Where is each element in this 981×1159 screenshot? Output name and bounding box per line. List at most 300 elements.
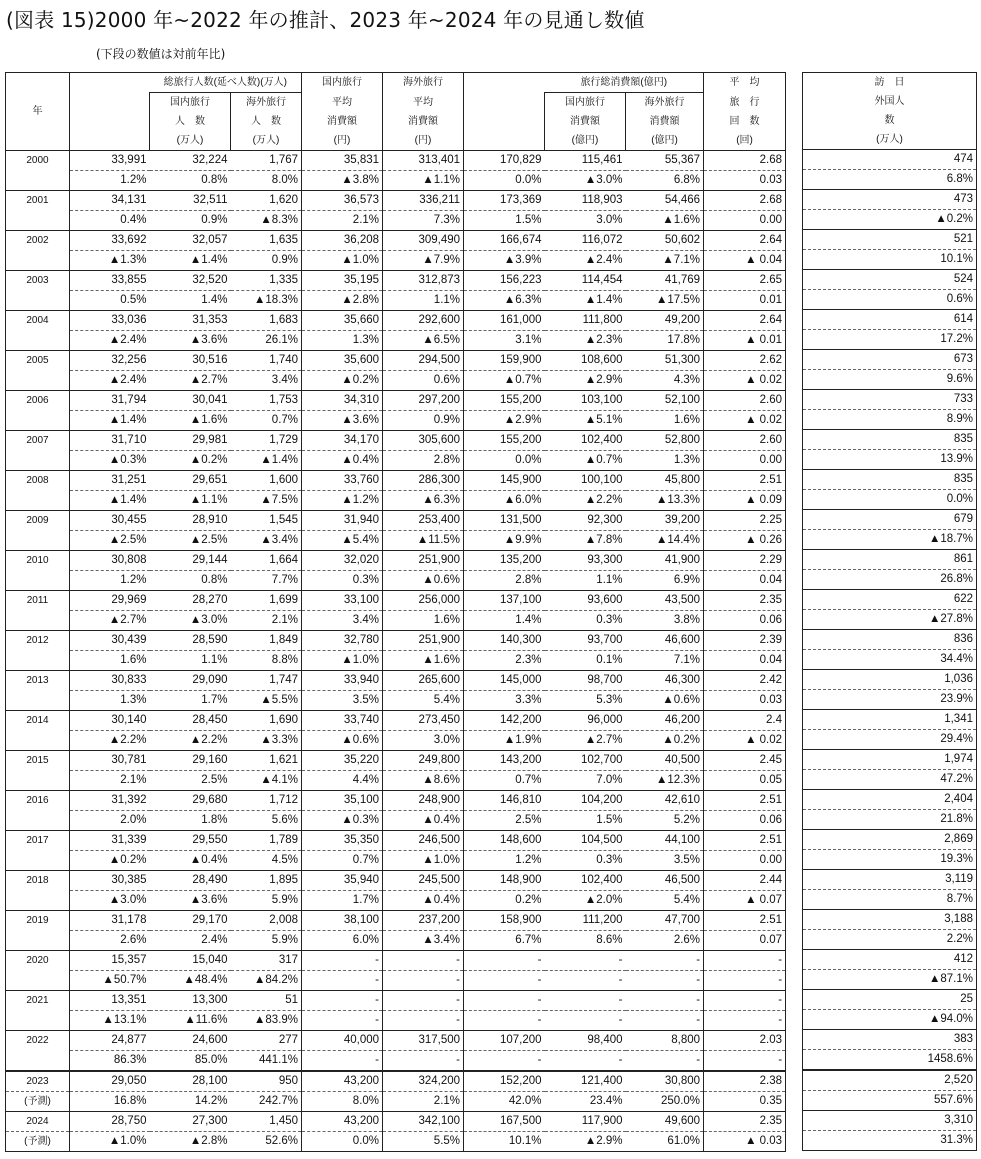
- avg-trips-value: 2.51: [704, 831, 786, 851]
- dom-consumption-change: ▲2.2%: [545, 491, 626, 511]
- ov-consumption-value: 47,700: [626, 911, 704, 931]
- dom-avg-spend-change: 0.0%: [302, 1132, 383, 1152]
- domestic-people-change: ▲11.6%: [150, 1011, 231, 1031]
- dom-consumption-change: ▲2.9%: [545, 371, 626, 391]
- total-consumption-change: ▲1.9%: [464, 731, 545, 751]
- total-change: ▲2.7%: [70, 611, 150, 631]
- domestic-people-value: 28,270: [150, 591, 231, 611]
- ov-consumption-value: 30,800: [626, 1071, 704, 1092]
- avg-trips-change: 0.00: [704, 451, 786, 471]
- dom-consumption-value: 93,700: [545, 631, 626, 651]
- total-value: 34,131: [70, 191, 150, 211]
- year-cell: 2021: [6, 991, 70, 1031]
- table-row: [6, 591, 786, 611]
- total-consumption-value: 161,000: [464, 311, 545, 331]
- table-row: [6, 951, 786, 971]
- overseas-people-value: 1,664: [231, 551, 302, 571]
- inbound-row: [803, 790, 977, 810]
- ov-avg-spend-change: ▲1.1%: [383, 171, 464, 191]
- overseas-people-change: 2.1%: [231, 611, 302, 631]
- table-row-change: [6, 851, 786, 871]
- ov-avg-spend-change: 2.1%: [383, 1092, 464, 1112]
- ov-avg-spend-change: 7.3%: [383, 211, 464, 231]
- domestic-people-change: ▲48.4%: [150, 971, 231, 991]
- inbound-change: 8.9%: [803, 410, 977, 430]
- domestic-people-change: ▲2.7%: [150, 371, 231, 391]
- dom-avg-spend-value: -: [302, 951, 383, 971]
- inbound-row-change: [803, 770, 977, 790]
- dom-avg-spend-change: -: [302, 1011, 383, 1031]
- dom-avg-spend-change: ▲3.6%: [302, 411, 383, 431]
- overseas-people-value: 1,895: [231, 871, 302, 891]
- inbound-value: 861: [803, 550, 977, 570]
- total-consumption-value: 152,200: [464, 1071, 545, 1092]
- total-consumption-value: 143,200: [464, 751, 545, 771]
- ov-avg-spend-value: 336,211: [383, 191, 464, 211]
- total-value: 31,251: [70, 471, 150, 491]
- domestic-people-value: 32,057: [150, 231, 231, 251]
- total-consumption-value: 145,900: [464, 471, 545, 491]
- year-cell: 2013: [6, 671, 70, 711]
- ov-avg-spend-value: 251,900: [383, 551, 464, 571]
- total-consumption-value: -: [464, 991, 545, 1011]
- avg-trips-change: 0.06: [704, 811, 786, 831]
- table-row: [6, 391, 786, 411]
- inbound-change: 10.1%: [803, 250, 977, 270]
- total-value: 33,855: [70, 271, 150, 291]
- ov-consumption-value: -: [626, 951, 704, 971]
- avg-trips-change: 0.07: [704, 931, 786, 951]
- inbound-value: 3,119: [803, 870, 977, 890]
- inbound-row: [803, 750, 977, 770]
- dom-consumption-value: 102,700: [545, 751, 626, 771]
- total-change: ▲3.0%: [70, 891, 150, 911]
- year-cell: 2005: [6, 351, 70, 391]
- avg-trips-value: 2.4: [704, 711, 786, 731]
- main-table-body: [6, 151, 786, 1152]
- avg-trips-change: ▲ 0.09: [704, 491, 786, 511]
- table-row: [6, 871, 786, 891]
- table-row-change: [6, 251, 786, 271]
- total-value: 28,750: [70, 1112, 150, 1132]
- ov-avg-spend-change: ▲1.0%: [383, 851, 464, 871]
- dom-avg-spend-change: -: [302, 971, 383, 991]
- dom-avg-spend-value: -: [302, 991, 383, 1011]
- total-value: 31,178: [70, 911, 150, 931]
- inbound-row-change: [803, 970, 977, 990]
- domestic-people-value: 28,910: [150, 511, 231, 531]
- ov-consumption-value: 51,300: [626, 351, 704, 371]
- overseas-people-value: 1,740: [231, 351, 302, 371]
- total-consumption-change: -: [464, 1051, 545, 1072]
- overseas-people-change: 8.8%: [231, 651, 302, 671]
- ov-avg-spend-change: ▲11.5%: [383, 531, 464, 551]
- total-change: 1.2%: [70, 171, 150, 191]
- total-change: 2.1%: [70, 771, 150, 791]
- dom-consumption-change: ▲0.7%: [545, 451, 626, 471]
- overseas-people-change: ▲3.4%: [231, 531, 302, 551]
- ov-avg-spend-change: 1.6%: [383, 611, 464, 631]
- inbound-row-change: [803, 610, 977, 630]
- dom-avg-spend-change: 1.3%: [302, 331, 383, 351]
- dom-avg-spend-change: ▲0.4%: [302, 451, 383, 471]
- ov-avg-spend-change: 3.0%: [383, 731, 464, 751]
- domestic-people-value: 29,680: [150, 791, 231, 811]
- domestic-people-value: 32,224: [150, 151, 231, 171]
- total-change: ▲0.3%: [70, 451, 150, 471]
- total-value: 13,351: [70, 991, 150, 1011]
- inbound-row-change: [803, 1091, 977, 1111]
- avg-trips-value: 2.25: [704, 511, 786, 531]
- total-consumption-value: 159,900: [464, 351, 545, 371]
- avg-trips-value: 2.64: [704, 231, 786, 251]
- ov-avg-spend-value: 237,200: [383, 911, 464, 931]
- inbound-row-change: [803, 490, 977, 510]
- ov-consumption-value: 54,466: [626, 191, 704, 211]
- overseas-people-change: 5.9%: [231, 931, 302, 951]
- total-consumption-change: -: [464, 971, 545, 991]
- overseas-people-value: 1,600: [231, 471, 302, 491]
- total-consumption-value: 156,223: [464, 271, 545, 291]
- avg-trips-change: 0.35: [704, 1092, 786, 1112]
- total-value: 33,991: [70, 151, 150, 171]
- overseas-people-value: 277: [231, 1031, 302, 1051]
- inbound-row: [803, 590, 977, 610]
- table-row-change: [6, 171, 786, 191]
- inbound-row: [803, 470, 977, 490]
- ov-consumption-change: 17.8%: [626, 331, 704, 351]
- domestic-people-change: 2.4%: [150, 931, 231, 951]
- ov-avg-spend-change: ▲0.6%: [383, 571, 464, 591]
- avg-trips-change: ▲ 0.02: [704, 411, 786, 431]
- domestic-people-change: 1.8%: [150, 811, 231, 831]
- ov-consumption-value: 50,602: [626, 231, 704, 251]
- avg-trips-change: ▲ 0.03: [704, 1132, 786, 1152]
- ov-consumption-value: 52,100: [626, 391, 704, 411]
- dom-avg-spend-change: 3.4%: [302, 611, 383, 631]
- ov-avg-spend-value: 256,000: [383, 591, 464, 611]
- total-value: 24,877: [70, 1031, 150, 1051]
- inbound-row-change: [803, 410, 977, 430]
- ov-avg-header-4: (円): [383, 131, 464, 151]
- total-consumption-value: 170,829: [464, 151, 545, 171]
- inbound-change: 6.8%: [803, 170, 977, 190]
- dom-consumption-value: 98,400: [545, 1031, 626, 1051]
- inbound-value: 1,341: [803, 710, 977, 730]
- ov-consumption-change: ▲1.6%: [626, 211, 704, 231]
- ov-consumption-change: 6.8%: [626, 171, 704, 191]
- table-row-change: [6, 1132, 786, 1152]
- ov-avg-spend-change: 1.1%: [383, 291, 464, 311]
- ov-consumption-value: -: [626, 991, 704, 1011]
- avg-trips-value: 2.51: [704, 911, 786, 931]
- total-change: 1.3%: [70, 691, 150, 711]
- overseas-people-value: 1,635: [231, 231, 302, 251]
- total-value: 30,385: [70, 871, 150, 891]
- dom-avg-spend-change: 4.4%: [302, 771, 383, 791]
- overseas-people-change: 0.9%: [231, 251, 302, 271]
- total-consumption-change: 42.0%: [464, 1092, 545, 1112]
- table-row: [6, 471, 786, 491]
- ov-avg-spend-value: 312,873: [383, 271, 464, 291]
- overseas-people-change: ▲5.5%: [231, 691, 302, 711]
- overseas-people-change: 5.6%: [231, 811, 302, 831]
- year-cell: 2012: [6, 631, 70, 671]
- total-change: 1.6%: [70, 651, 150, 671]
- overseas-people-change: 7.7%: [231, 571, 302, 591]
- dom-consumption-change: ▲2.3%: [545, 331, 626, 351]
- table-row-change: [6, 331, 786, 351]
- year-cell: 2022: [6, 1031, 70, 1072]
- domestic-people-value: 29,981: [150, 431, 231, 451]
- ov-avg-spend-value: 317,500: [383, 1031, 464, 1051]
- dom-avg-spend-value: 33,760: [302, 471, 383, 491]
- avg-trips-change: 0.04: [704, 651, 786, 671]
- dom-consumption-value: 100,100: [545, 471, 626, 491]
- domestic-people-change: ▲3.6%: [150, 891, 231, 911]
- inbound-value: 673: [803, 350, 977, 370]
- table-row-change: [6, 691, 786, 711]
- total-consumption-change: ▲0.7%: [464, 371, 545, 391]
- avg-trips-change: 0.03: [704, 171, 786, 191]
- avg-trips-value: 2.45: [704, 751, 786, 771]
- year-cell: 2016: [6, 791, 70, 831]
- ov-avg-header-2: 平均: [383, 93, 464, 113]
- inbound-value: 25: [803, 990, 977, 1010]
- avg-trips-value: 2.51: [704, 471, 786, 491]
- dom-consumption-value: 93,300: [545, 551, 626, 571]
- year-cell: 2000: [6, 151, 70, 191]
- total-change: ▲1.0%: [70, 1132, 150, 1152]
- ov-avg-spend-change: 0.6%: [383, 371, 464, 391]
- inbound-change: 26.8%: [803, 570, 977, 590]
- avg-trips-value: 2.64: [704, 311, 786, 331]
- overseas-people-header-1: 海外旅行: [231, 93, 302, 113]
- inbound-value: 3,188: [803, 910, 977, 930]
- dom-avg-header-2: 平均: [302, 93, 383, 113]
- main-statistics-table: [5, 72, 786, 1152]
- inbound-change: ▲0.2%: [803, 210, 977, 230]
- dom-consumption-change: 3.0%: [545, 211, 626, 231]
- dom-avg-spend-value: 34,170: [302, 431, 383, 451]
- avg-trips-change: 0.03: [704, 691, 786, 711]
- total-consumption-change: 2.5%: [464, 811, 545, 831]
- dom-avg-header-3: 消費額: [302, 112, 383, 131]
- ov-consumption-change: 3.8%: [626, 611, 704, 631]
- dom-cons-header-2: 消費額: [545, 112, 626, 131]
- total-consumption-value: 167,500: [464, 1112, 545, 1132]
- inbound-change: 34.4%: [803, 650, 977, 670]
- total-value: 30,833: [70, 671, 150, 691]
- overseas-people-change: ▲4.1%: [231, 771, 302, 791]
- ov-avg-spend-change: ▲6.5%: [383, 331, 464, 351]
- overseas-people-value: 1,753: [231, 391, 302, 411]
- dom-consumption-change: -: [545, 1051, 626, 1072]
- inbound-header-2: 外国人: [803, 92, 977, 111]
- table-row: [6, 431, 786, 451]
- overseas-people-value: 950: [231, 1071, 302, 1092]
- overseas-people-value: 1,849: [231, 631, 302, 651]
- ov-avg-spend-change: -: [383, 1011, 464, 1031]
- avg-trips-change: ▲ 0.04: [704, 251, 786, 271]
- inbound-row: [803, 630, 977, 650]
- year-cell: 2015: [6, 751, 70, 791]
- ov-consumption-change: 5.4%: [626, 891, 704, 911]
- inbound-value: 836: [803, 630, 977, 650]
- dom-avg-spend-change: -: [302, 1051, 383, 1072]
- domestic-people-value: 28,490: [150, 871, 231, 891]
- avg-trips-value: 2.68: [704, 151, 786, 171]
- total-change: ▲2.4%: [70, 331, 150, 351]
- dom-avg-header-1: 国内旅行: [302, 73, 383, 93]
- domestic-people-value: 32,520: [150, 271, 231, 291]
- total-consumption-value: 158,900: [464, 911, 545, 931]
- ov-avg-spend-change: 2.8%: [383, 451, 464, 471]
- avg-trips-value: 2.65: [704, 271, 786, 291]
- domestic-people-change: ▲2.2%: [150, 731, 231, 751]
- dom-consumption-value: 102,400: [545, 431, 626, 451]
- inbound-change: 23.9%: [803, 690, 977, 710]
- total-value: 29,969: [70, 591, 150, 611]
- inbound-row-change: [803, 810, 977, 830]
- total-change: ▲1.4%: [70, 411, 150, 431]
- ov-avg-spend-value: 324,200: [383, 1071, 464, 1092]
- total-value: 32,256: [70, 351, 150, 371]
- dom-consumption-value: 116,072: [545, 231, 626, 251]
- dom-avg-spend-change: ▲5.4%: [302, 531, 383, 551]
- inbound-change: 17.2%: [803, 330, 977, 350]
- inbound-row: [803, 670, 977, 690]
- ov-consumption-value: 40,500: [626, 751, 704, 771]
- overseas-people-value: 1,729: [231, 431, 302, 451]
- total-value: 30,781: [70, 751, 150, 771]
- total-consumption-change: 1.2%: [464, 851, 545, 871]
- total-consumption-group-header: 旅行総消費額(億円): [545, 73, 704, 93]
- dom-avg-spend-value: 33,100: [302, 591, 383, 611]
- overseas-people-value: 1,747: [231, 671, 302, 691]
- inbound-row-change: [803, 250, 977, 270]
- avg-trips-change: -: [704, 1051, 786, 1072]
- total-value: 31,392: [70, 791, 150, 811]
- ov-consumption-change: ▲13.3%: [626, 491, 704, 511]
- dom-consumption-value: 103,100: [545, 391, 626, 411]
- ov-avg-spend-change: ▲3.4%: [383, 931, 464, 951]
- total-change: 2.6%: [70, 931, 150, 951]
- inbound-value: 2,404: [803, 790, 977, 810]
- dom-consumption-change: ▲2.0%: [545, 891, 626, 911]
- total-consumption-value: 140,300: [464, 631, 545, 651]
- domestic-people-value: 31,353: [150, 311, 231, 331]
- year-cell: 2017: [6, 831, 70, 871]
- total-consumption-value: 166,674: [464, 231, 545, 251]
- dom-avg-spend-value: 36,573: [302, 191, 383, 211]
- ov-consumption-change: ▲0.6%: [626, 691, 704, 711]
- ov-avg-spend-change: ▲7.9%: [383, 251, 464, 271]
- ov-avg-spend-change: ▲0.4%: [383, 811, 464, 831]
- dom-avg-spend-change: ▲0.2%: [302, 371, 383, 391]
- overseas-people-value: 1,335: [231, 271, 302, 291]
- dom-consumption-change: 0.3%: [545, 611, 626, 631]
- total-change: ▲2.2%: [70, 731, 150, 751]
- avg-trips-value: 2.60: [704, 391, 786, 411]
- total-value: 31,794: [70, 391, 150, 411]
- ov-consumption-change: ▲12.3%: [626, 771, 704, 791]
- avg-trips-value: 2.35: [704, 591, 786, 611]
- ov-consumption-value: 41,900: [626, 551, 704, 571]
- domestic-people-header-1: 国内旅行: [150, 93, 231, 113]
- overseas-people-value: 1,545: [231, 511, 302, 531]
- dom-avg-spend-value: 33,940: [302, 671, 383, 691]
- forecast-label: (予測): [6, 1092, 70, 1112]
- avg-trips-change: 0.00: [704, 211, 786, 231]
- inbound-value: 1,974: [803, 750, 977, 770]
- overseas-people-value: 1,621: [231, 751, 302, 771]
- total-consumption-value: 145,000: [464, 671, 545, 691]
- overseas-people-value: 51: [231, 991, 302, 1011]
- total-consumption-change: ▲3.9%: [464, 251, 545, 271]
- avg-trips-value: 2.03: [704, 1031, 786, 1051]
- year-cell: 2007: [6, 431, 70, 471]
- table-row: [6, 791, 786, 811]
- ov-consumption-change: -: [626, 971, 704, 991]
- dom-avg-spend-value: 35,100: [302, 791, 383, 811]
- table-row: [6, 911, 786, 931]
- total-value: 30,808: [70, 551, 150, 571]
- inbound-row-change: [803, 210, 977, 230]
- overseas-people-value: 1,690: [231, 711, 302, 731]
- avg-trips-value: 2.44: [704, 871, 786, 891]
- table-row: [6, 991, 786, 1011]
- dom-avg-spend-value: 36,208: [302, 231, 383, 251]
- domestic-people-value: 30,516: [150, 351, 231, 371]
- dom-avg-spend-change: 3.5%: [302, 691, 383, 711]
- ov-avg-spend-value: 265,600: [383, 671, 464, 691]
- table-row-change: [6, 291, 786, 311]
- ov-consumption-change: 6.9%: [626, 571, 704, 591]
- year-cell: 2024: [6, 1112, 70, 1132]
- ov-avg-spend-value: 342,100: [383, 1112, 464, 1132]
- inbound-row-change: [803, 330, 977, 350]
- table-row: [6, 551, 786, 571]
- dom-cons-header-3: (億円): [545, 131, 626, 151]
- dom-avg-spend-value: 32,020: [302, 551, 383, 571]
- domestic-people-value: 28,450: [150, 711, 231, 731]
- overseas-people-header-3: (万人): [231, 131, 302, 151]
- dom-consumption-change: ▲5.1%: [545, 411, 626, 431]
- inbound-visitors-table: [802, 72, 977, 1151]
- table-row-change: [6, 491, 786, 511]
- dom-avg-spend-value: 35,220: [302, 751, 383, 771]
- ov-consumption-change: ▲0.2%: [626, 731, 704, 751]
- total-consumption-change: 3.3%: [464, 691, 545, 711]
- ov-avg-spend-value: 305,600: [383, 431, 464, 451]
- table-row: [6, 511, 786, 531]
- inbound-value: 835: [803, 470, 977, 490]
- inbound-change: 13.9%: [803, 450, 977, 470]
- total-value: 33,036: [70, 311, 150, 331]
- inbound-row: [803, 830, 977, 850]
- dom-consumption-value: 98,700: [545, 671, 626, 691]
- dom-consumption-change: 0.1%: [545, 651, 626, 671]
- domestic-people-change: 1.4%: [150, 291, 231, 311]
- total-consumption-change: 3.1%: [464, 331, 545, 351]
- domestic-people-header-3: (万人): [150, 131, 231, 151]
- overseas-people-change: ▲84.2%: [231, 971, 302, 991]
- ov-consumption-change: ▲14.4%: [626, 531, 704, 551]
- ov-avg-spend-value: 249,800: [383, 751, 464, 771]
- inbound-row-change: [803, 530, 977, 550]
- total-consumption-change: ▲6.0%: [464, 491, 545, 511]
